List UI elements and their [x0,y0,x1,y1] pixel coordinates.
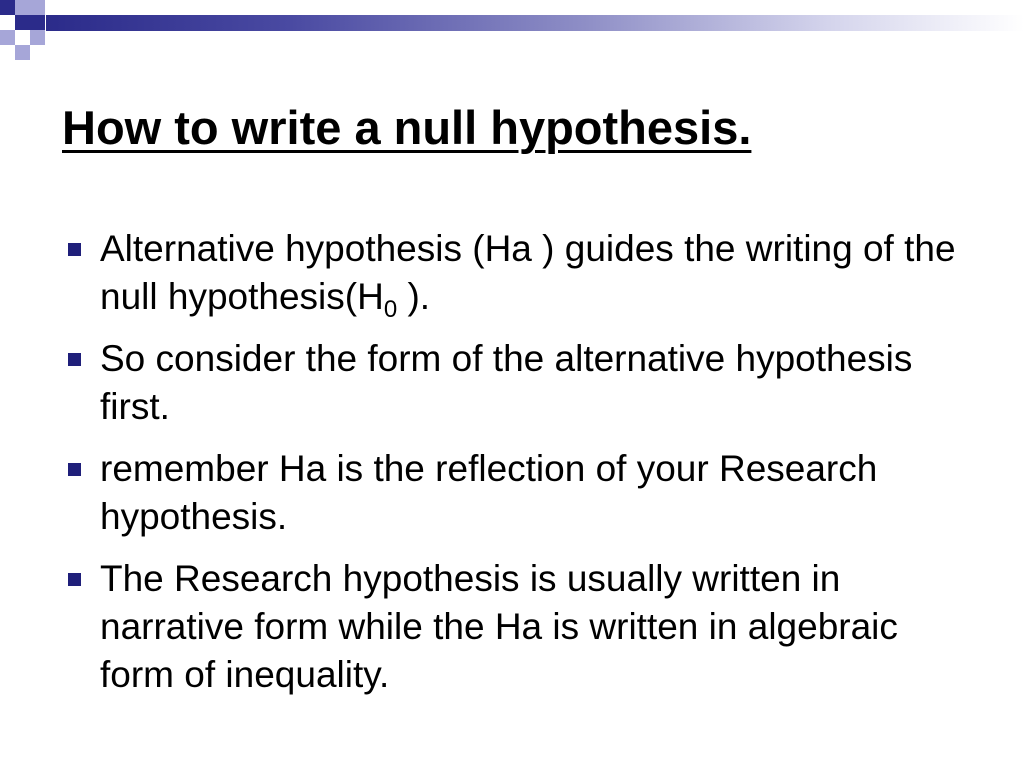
bullet-item [62,445,982,541]
decor-square-icon [15,45,30,60]
square-bullet-icon [68,463,81,476]
bullet-list [62,225,982,713]
decor-square-icon [30,30,45,45]
slide-title: How to write a null hypothesis. [62,101,752,154]
decor-square-icon [30,15,45,30]
bullet-text: remember Ha is the reflection of your Research hypothesis. [100,448,878,537]
square-bullet-icon [68,573,81,586]
square-bullet-icon [68,353,81,366]
bullet-item [62,335,982,431]
bullet-text: Alternative hypothesis (Ha ) guides the writing of the null hypothesis(H [100,228,956,317]
decor-square-icon [15,0,30,15]
decor-square-icon [15,15,30,30]
decor-square-icon [0,30,15,45]
bullet-item [62,555,982,699]
bullet-subscript: 0 [383,296,398,323]
top-gradient-bar [46,15,1024,31]
bullet-text: So consider the form of the alternative hypothesis first. [100,338,913,427]
bullet-text-after: ). [397,276,431,317]
bullet-text: The Research hypothesis is usually written in narrative form while the Ha is written in algebraic form of inequality. [100,558,898,695]
decor-square-icon [30,0,45,15]
square-bullet-icon [68,243,81,256]
decor-square-icon [0,0,15,15]
bullet-item [62,225,982,321]
